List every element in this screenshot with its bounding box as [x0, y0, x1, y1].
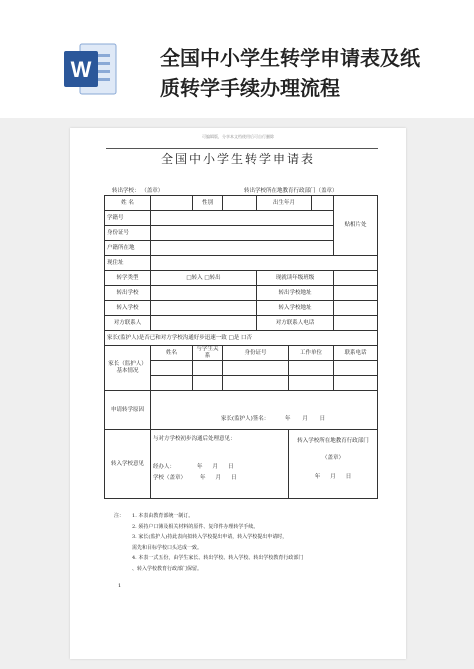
in-school-label: 转入学校 [105, 301, 151, 316]
out-school-addr-label: 转出学校地址 [257, 286, 334, 301]
hukou-value[interactable] [151, 241, 334, 256]
in-school-addr-value[interactable] [334, 301, 378, 316]
note-line-1: 注： 1. 本表由教育部统一制订。 [114, 513, 194, 519]
parent-id-header: 身份证号 [223, 346, 289, 361]
out-school-label: 转出学校： （盖章） [112, 188, 164, 194]
header-rule [106, 148, 378, 149]
current-grade-label: 现就读年级班级 [257, 271, 334, 286]
page-number: 1 [118, 583, 122, 589]
gender-value[interactable] [223, 196, 257, 211]
birth-value[interactable] [312, 196, 334, 211]
name-value[interactable] [151, 196, 193, 211]
parent-row-2-work[interactable] [289, 376, 334, 391]
parent-row-2-name[interactable] [151, 376, 193, 391]
out-school-addr-value[interactable] [334, 286, 378, 301]
in-opinion-value[interactable]: 与对方学校初步沟通后处理意见： 经办人： 年 月 日 学校（盖章） 年 月 日 [151, 430, 289, 499]
svg-text:W: W [70, 57, 92, 82]
header-banner [0, 0, 474, 120]
in-opinion-label: 转入学校意见 [105, 430, 151, 499]
note-line-5: 4. 本表一式五份，由学生家长、转出学校、转入学校、转出学校教育行政部门 [132, 555, 304, 561]
in-school-addr-label: 转入学校地址 [257, 301, 334, 316]
parent-row-1-id[interactable] [223, 361, 289, 376]
photo-area: 贴相片处 [334, 196, 378, 256]
birth-label: 出生年月 [257, 196, 312, 211]
contact-label: 对方联系人 [105, 316, 151, 331]
address-label: 现住址 [105, 256, 151, 271]
parent-phone-header: 联系电话 [334, 346, 378, 361]
page-title-line-1: 全国中小学生转学申请表及纸 [160, 46, 420, 70]
parent-row-1-name[interactable] [151, 361, 193, 376]
note-line-6: 、转入学校教育行政部门保留。 [132, 565, 203, 572]
word-icon [60, 38, 122, 100]
parent-work-header: 工作单位 [289, 346, 334, 361]
parent-relation-header: 与学生关系 [193, 346, 223, 361]
application-form-table [104, 195, 378, 499]
hukou-label: 户籍所在地 [105, 241, 151, 256]
name-label: 姓 名 [105, 196, 151, 211]
parent-row-2-phone[interactable] [334, 376, 378, 391]
tiny-header-text: 可编辑版，分享本文档使用后可自行删除 [202, 134, 274, 139]
form-title: 全国中小学生转学申请表 [160, 152, 315, 166]
note-line-4: 需先和目标学校口头达成一致。 [132, 544, 203, 551]
notes-section [114, 511, 384, 574]
parent-row-2-relation[interactable] [193, 376, 223, 391]
transfer-type-options[interactable]: □转入 □转出 [151, 271, 257, 286]
parent-row-1-phone[interactable] [334, 361, 378, 376]
in-authority-value[interactable]: 转入学校所在地教育行政部门 （盖章） 年 月 日 [289, 430, 378, 499]
in-school-value[interactable] [151, 301, 257, 316]
reason-label: 申请转学原因 [105, 391, 151, 430]
student-no-label: 学籍号 [105, 211, 151, 226]
parent-row-1-work[interactable] [289, 361, 334, 376]
out-school-value[interactable] [151, 286, 257, 301]
parent-info-label: 家长（监护人）基本情况 [105, 346, 151, 391]
note-line-3: 3. 家长(监护人)持此表向拟转入学校提出申请，转入学校提出申请时， [132, 534, 288, 540]
id-no-value[interactable] [151, 226, 334, 241]
contact-value[interactable] [151, 316, 257, 331]
student-no-value[interactable] [151, 211, 334, 226]
out-school-field-label: 转出学校 [105, 286, 151, 301]
note-line-2: 2. 须持户口簿及相关材料的原件、复印件办理转学手续。 [132, 523, 259, 530]
address-value[interactable] [151, 256, 378, 271]
contact-phone-label: 对方联系人电话 [257, 316, 334, 331]
parent-name-header: 姓名 [151, 346, 193, 361]
contact-phone-value[interactable] [334, 316, 378, 331]
current-grade-value[interactable] [334, 271, 378, 286]
document-page [70, 128, 406, 659]
id-no-label: 身份证号 [105, 226, 151, 241]
page-title-line-2: 质转学手续办理流程 [160, 76, 340, 100]
out-authority-label: 转出学校所在地教育行政部门（盖章） [244, 188, 338, 194]
parent-row-2-id[interactable] [223, 376, 289, 391]
reason-value[interactable]: 家长(监护人)签名： 年 月 日 [151, 391, 378, 430]
parent-row-1-relation[interactable] [193, 361, 223, 376]
consulted-row[interactable]: 家长(监护人)是否已和对方学校沟通好步迅速一致 □是 口否 [105, 331, 378, 346]
transfer-type-label: 转学类型 [105, 271, 151, 286]
gender-label: 性别 [193, 196, 223, 211]
